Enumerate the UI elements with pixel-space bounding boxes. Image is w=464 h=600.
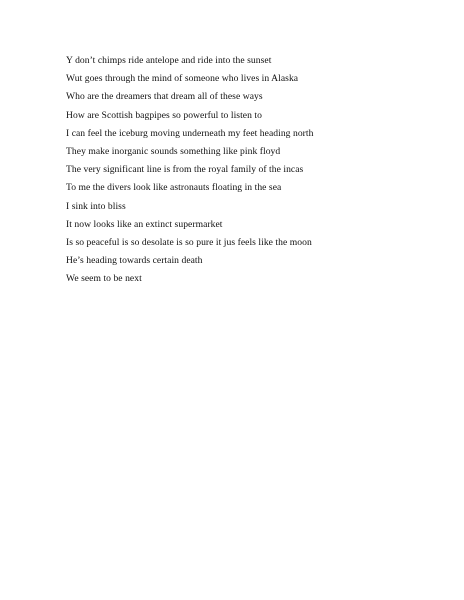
text-line: Is so peaceful is so desolate is so pure it jus feels like the moon — [66, 237, 312, 249]
text-line: How are Scottish bagpipes so powerful to listen to — [66, 109, 262, 121]
text-line: Y don’t chimps ride antelope and ride into the sunset — [66, 55, 272, 66]
text-line: Who are the dreamers that dream all of these ways — [66, 91, 263, 103]
text-line: It now looks like an extinct supermarket — [66, 218, 223, 230]
text-line: We seem to be next — [66, 273, 142, 285]
text-line: To me the divers look like astronauts floating in the sea — [66, 182, 282, 194]
text-line: I can feel the iceburg moving underneath my feet heading north — [66, 127, 314, 139]
text-line: Wut goes through the mind of someone who lives in Alaska — [66, 73, 299, 85]
text-line: The very significant line is from the royal family of the incas — [66, 164, 304, 176]
text-lines — [66, 52, 436, 289]
text-line: I sink into bliss — [66, 200, 126, 212]
text-line: They make inorganic sounds something like pink floyd — [66, 146, 281, 158]
text-line: He’s heading towards certain death — [66, 255, 203, 267]
